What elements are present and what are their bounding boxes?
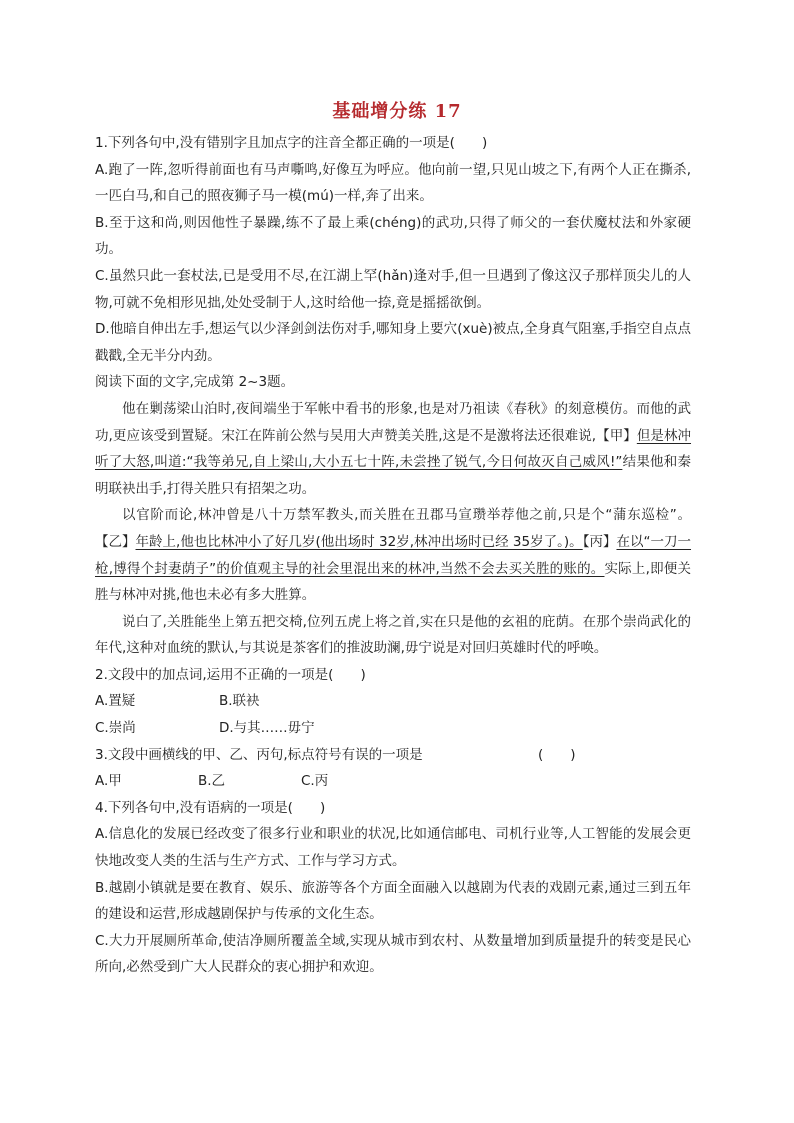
q2-option-d: D.与其……毋宁 [219,720,315,737]
sentence-yi-mark: 【乙】 [95,533,136,550]
q2-option-a: A.置疑 [95,693,136,710]
sentence-bing-underlined: 在以“一刀一枪,博得个封妻荫子”的价值观主导的社会里混出来的林冲,当然不会去买关胜的账的。 [95,533,692,577]
passage-paragraph-1 [95,396,691,502]
sentence-yi-underlined: 年龄上,他也比林冲小了好几岁(他出场时 32岁,林冲出场时已经 35岁了。)。 [135,533,583,550]
q4-option-a: A.信息化的发展已经改变了很多行业和职业的状况,比如通信邮电、司机行业等,人工智能的发展会更快地改变人类的生活与生产方式、工作与学习方式。 [95,826,691,870]
sentence-jia-mark: 【甲】 [596,427,637,444]
q2-option-c: C.崇尚 [95,720,136,737]
q2-option-b: B.联袂 [219,693,260,710]
page-title: 基础增分练 17 [332,101,462,122]
passage-paragraph-3: 说白了,关胜能坐上第五把交椅,位列五虎上将之首,实在只是他的玄祖的庇荫。在那个崇尚武化的年代,这种对血统的默认,与其说是茶客们的推波助澜,毋宁说是对回归英雄时代的呼唤。 [95,613,691,657]
q4-option-c: C.大力开展厕所革命,使洁净厕所覆盖全域,实现从城市到农村、从数量增加到质量提升的转变是民心所向,必然受到广大人民群众的衷心拥护和欢迎。 [95,932,691,976]
passage-p1-before: 他在剿荡梁山泊时,夜间端坐于军帐中看书的形象,也是对乃祖读《春秋》的刻意模仿。而他的武功,更应该受到置疑。宋江在阵前公然与吴用大声赞美关胜,这是不是激将法还很难说, [95,400,691,444]
q1-option-a: A.跑了一阵,忽听得前面也有马声嘶鸣,好像互为呼应。他向前一望,只见山坡之下,有两个人正在撕杀,一匹白马,和自己的照夜狮子马一模(mú)一样,奔了出来。 [95,161,691,205]
passage-p2-before: 以官阶而论,林冲曾是八十万禁军教头,而关胜在丑郡马宣瓒举荐他之前,只是个“蒲东巡检”。 [122,507,691,524]
q3-option-b: B.乙 [198,773,226,790]
q1-stem: 1.下列各句中,没有错别字且加点字的注音全都正确的一项是( ) [95,135,488,151]
q2-options-row-1 [95,688,691,715]
passage-p1-after: 结果他和秦明联袂出手,打得关胜只有招架之功。 [95,454,692,497]
q3-option-c: C.丙 [301,773,329,790]
q3-options-row [95,768,691,795]
passage-paragraph-2 [95,502,691,608]
q3-answer-paren: ( ) [538,746,576,763]
q1-option-c: C.虽然只此一套杖法,已是受用不尽,在江湖上罕(hǎn)逢对手,但一旦遇到了像这汉子那样顶尖儿的人物,可就不免相形见拙,处处受制于人,这时给他一捺,竟是摇摇欲倒。 [95,267,691,311]
q1-option-b: B.至于这和尚,则因他性子暴躁,练不了最上乘(chéng)的武功,只得了师父的一套伏魔杖法和外家硬功。 [95,214,691,258]
q4-option-b: B.越剧小镇就是要在教育、娱乐、旅游等各个方面全面融入以越剧为代表的戏剧元素,通过三到五年的建设和运营,形成越剧保护与传承的文化生态。 [95,879,691,923]
q4-stem: 4.下列各句中,没有语病的一项是( ) [95,799,326,816]
q2-options-row-2 [95,715,691,742]
sentence-bing-mark: 【丙】 [582,533,617,550]
sentence-jia-underlined: 但是林冲听了大怒,叫道:“我等弟兄,自上梁山,大小五七十阵,未尝挫了锐气,今日何故灭自己威风!” [95,427,692,471]
q3-stem: 3.文段中画横线的甲、乙、丙句,标点符号有误的一项是 [95,746,423,763]
content-body [95,130,691,981]
q2-stem: 2.文段中的加点词,运用不正确的一项是( ) [95,666,366,683]
q3-stem-row [95,742,691,769]
q3-option-a: A.甲 [95,773,122,790]
passage-intro: 阅读下面的文字,完成第 2~3题。 [95,374,295,391]
passage-p2-after: 实际上,即便关胜与林冲对挑,他也未必有多大胜算。 [95,560,691,604]
q1-option-d: D.他暗自伸出左手,想运气以少泽剑剑法伤对手,哪知身上要穴(xuè)被点,全身真气阻塞,手指空自点点戳戳,全无半分内劲。 [95,321,691,364]
